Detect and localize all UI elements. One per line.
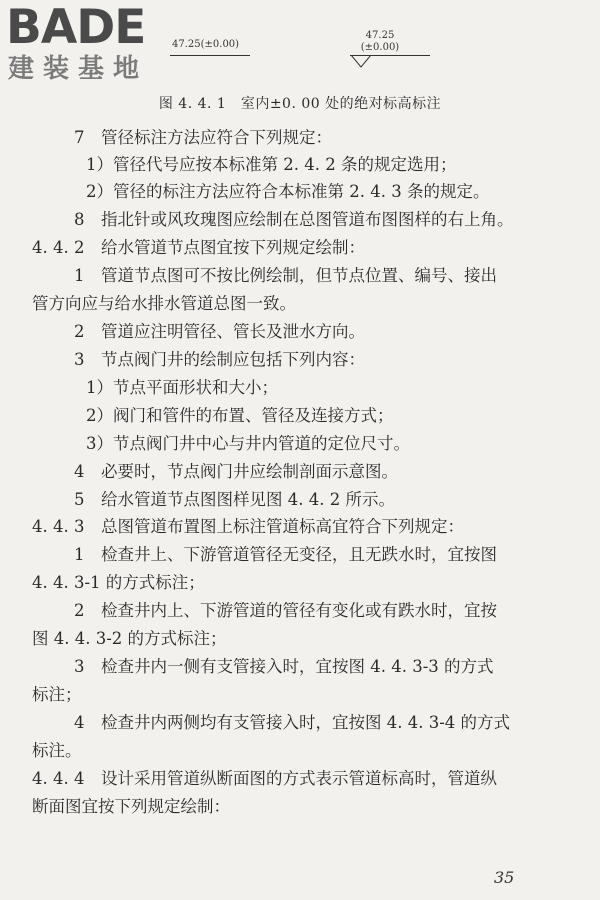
clause-7: 7 管径标注方法应符合下列规定：: [74, 128, 332, 147]
clause-7-item-1: 1）管径代号应按本标准第 2. 4. 2 条的规定选用；: [86, 155, 457, 174]
figure-caption: 图 4. 4. 1 室内±0. 00 处的绝对标高标注: [158, 96, 442, 112]
section-4-4-3: 4. 4. 3 总图管道布置图上标注管道标高宜符合下列规定：: [32, 517, 464, 536]
clause-3-item-1: 1）节点平面形状和大小；: [86, 378, 278, 397]
item-3-cont: 标注；: [32, 685, 82, 704]
clause-7-item-2: 2）管径的标注方法应符合本标准第 2. 4. 3 条的规定。: [86, 182, 490, 201]
item-4-cont: 标注。: [32, 741, 82, 760]
clause-1-cont: 管方向应与给水排水管道总图一致。: [32, 294, 296, 313]
clause-5: 5 给水管道节点图图样见图 4. 4. 2 所示。: [74, 490, 395, 509]
watermark-cn: 建装基地: [8, 54, 149, 84]
watermark-word: BADE: [6, 0, 146, 55]
watermark-logo: [6, 0, 174, 90]
clause-3: 3 节点阀门井的绘制应包括下列内容：: [74, 350, 365, 369]
clause-3-item-2: 2）阀门和管件的布置、管径及连接方式；: [86, 406, 394, 425]
elevation-value-right: 47.25: [365, 30, 395, 41]
elevation-line-left: [170, 55, 250, 56]
page-number: 35: [494, 868, 515, 887]
item-1-cont: 4. 4. 3-1 的方式标注；: [32, 573, 205, 592]
section-4-4-4-cont: 断面图宜按下列规定绘制：: [32, 797, 230, 816]
clause-8: 8 指北针或风玫瑰图应绘制在总图管道布图图样的右上角。: [74, 210, 514, 229]
clause-3-item-3: 3）节点阀门井中心与井内管道的定位尺寸。: [86, 434, 410, 453]
elevation-label-right: [355, 30, 405, 53]
section-4-4-2: 4. 4. 2 给水管道节点图宜按下列规定绘制：: [32, 238, 365, 257]
section-4-4-4: 4. 4. 4 设计采用管道纵断面图的方式表示管道标高时，管道纵: [32, 769, 497, 788]
item-2: 2 检查井内上、下游管道的管径有变化或有跌水时，宜按: [74, 601, 497, 620]
item-2-cont: 图 4. 4. 3-2 的方式标注；: [32, 629, 227, 648]
clause-1: 1 管道节点图可不按比例绘制，但节点位置、编号、接出: [74, 266, 497, 285]
clause-4: 4 必要时，节点阀门井应绘制剖面示意图。: [74, 462, 398, 481]
elevation-sub-right: (±0.00): [360, 41, 400, 53]
item-3: 3 检查井内一侧有支管接入时，宜按图 4. 4. 3-3 的方式: [74, 657, 494, 676]
item-1: 1 检查井上、下游管道管径无变径，且无跌水时，宜按图: [74, 545, 497, 564]
elevation-triangle-icon: [350, 55, 380, 69]
clause-2: 2 管道应注明管径、管长及泄水方向。: [74, 322, 365, 341]
elevation-label-left: 47.25(±0.00): [172, 39, 240, 50]
item-4: 4 检查井内两侧均有支管接入时，宜按图 4. 4. 3-4 的方式: [74, 713, 511, 732]
